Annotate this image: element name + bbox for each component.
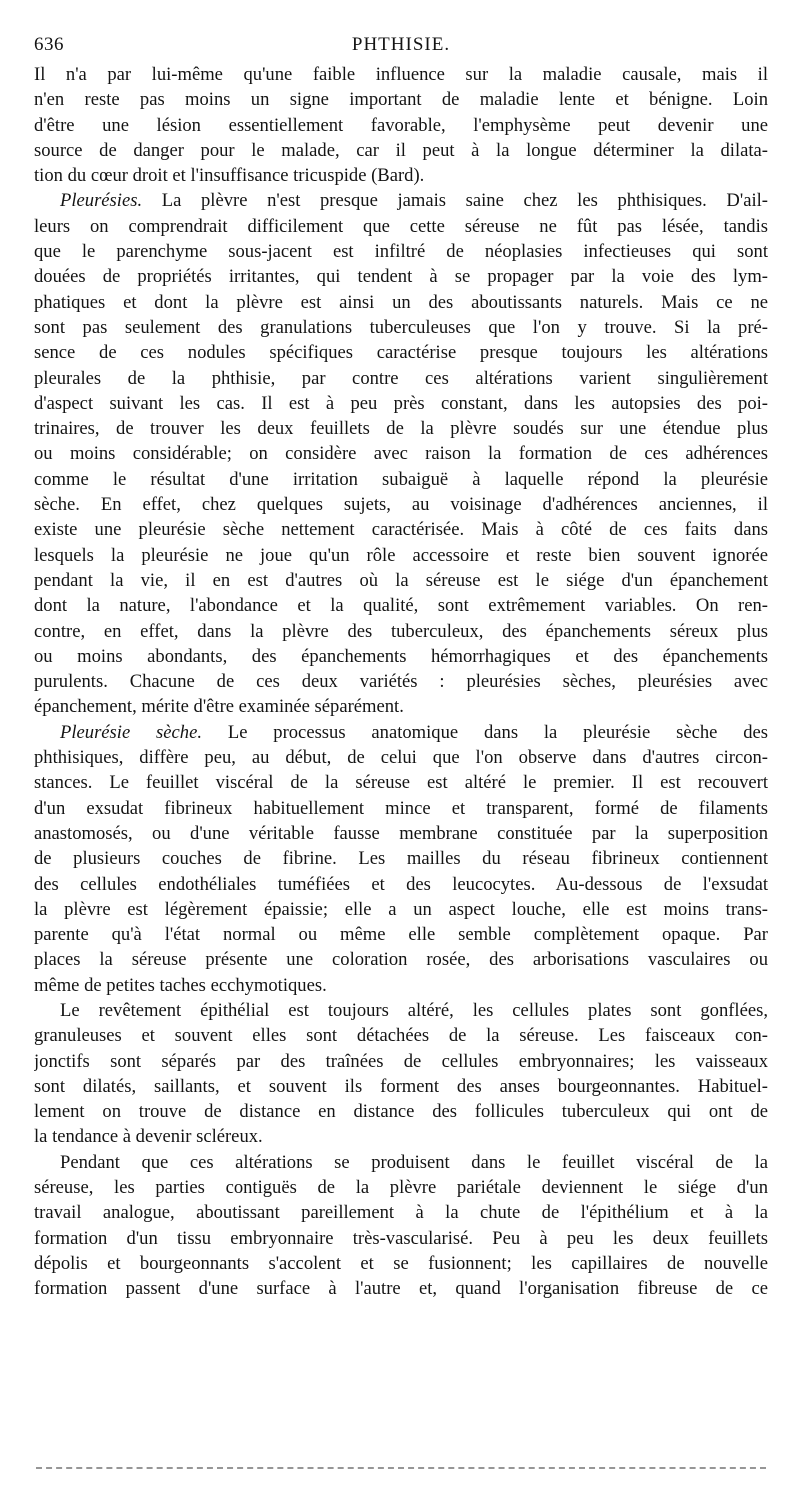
text-line [34, 492, 768, 517]
line-text: anastomosés, ou d'une véritable fausse membrane constituée par la superposition [34, 822, 768, 844]
line-text: d'aspect suivant les cas. Il est à peu près constant, dans les autopsies des poi- [34, 392, 768, 414]
line-text: contre, en effet, dans la plèvre des tuberculeux, des épanchements séreux plus [34, 620, 768, 642]
section-heading-line [34, 188, 768, 213]
text-line [34, 543, 768, 568]
section-heading: Pleurésies. [60, 190, 143, 212]
text-line [34, 922, 768, 947]
footer-dotted-rule [36, 1467, 766, 1469]
line-text: sont dilatés, saillants, et souvent ils forment des anses bourgeonnantes. Habituel- [34, 1075, 768, 1097]
text-line [34, 264, 768, 289]
text-line [34, 113, 768, 138]
line-text: pleurales de la phthisie, par contre ces altérations varient singulièrement [34, 367, 768, 389]
line-text: de plusieurs couches de fibrine. Les mailles du réseau fibrineux contiennent [34, 848, 768, 870]
text-line [34, 1074, 768, 1099]
body-text [34, 62, 768, 1302]
text-line [34, 416, 768, 441]
line-text: épanchement, mérite d'être examinée séparément. [34, 696, 404, 718]
line-text: lesquels la pleurésie ne joue qu'un rôle accessoire et reste bien souvent ignorée [34, 544, 768, 566]
text-line [34, 441, 768, 466]
page-header [34, 32, 768, 58]
line-text: sont pas seulement des granulations tuberculeuses que l'on y trouve. Si la pré- [34, 316, 768, 338]
line-text: que le parenchyme sous-jacent est infiltré de néoplasies infectieuses qui sont [34, 241, 768, 263]
line-text: trinaires, de trouver les deux feuillets de la plèvre soudés sur une étendue plus [34, 418, 768, 440]
text-line [34, 1251, 768, 1276]
line-text: parente qu'à l'état normal ou même elle semble complètement opaque. Par [34, 924, 768, 946]
text-line [34, 669, 768, 694]
line-text: source de danger pour le malade, car il peut à la longue déterminer la dilata- [34, 139, 768, 161]
line-text: même de petites taches ecchymotiques. [34, 974, 327, 996]
line-text: Le processus anatomique dans la pleurésie sèche des [202, 721, 768, 743]
line-text: lement on trouve de distance en distance des follicules tuberculeux qui ont de [34, 1101, 768, 1123]
section-heading-line [34, 720, 768, 745]
text-line [34, 593, 768, 618]
line-text: formation d'un tissu embryonnaire très-vascularisé. Peu à peu les deux feuillets [34, 1227, 768, 1249]
text-line [34, 897, 768, 922]
text-line [34, 340, 768, 365]
line-text: Il n'a par lui-même qu'une faible influence sur la maladie causale, mais il [34, 64, 768, 85]
line-text: pendant la vie, il en est d'autres où la séreuse est le siége d'un épanchement [34, 569, 768, 591]
line-text: des cellules endothéliales tuméfiées et des leucocytes. Au-dessous de l'exsudat [34, 873, 768, 895]
line-text: dépolis et bourgeonnants s'accolent et se fusionnent; les capillaires de nouvelle [34, 1252, 768, 1274]
line-text: jonctifs sont séparés par des traînées de cellules embryonnaires; les vaisseaux [34, 1050, 768, 1072]
text-line [34, 517, 768, 542]
text-line [34, 619, 768, 644]
text-line [34, 391, 768, 416]
text-line [34, 62, 768, 87]
line-text: sèche. En effet, chez quelques sujets, au voisinage d'adhérences anciennes, il [34, 494, 768, 516]
line-text: existe une pleurésie sèche nettement caractérisée. Mais à côté de ces faits dans [34, 519, 768, 541]
line-text: Le revêtement épithélial est toujours altéré, les cellules plates sont gonflées, [60, 999, 768, 1021]
line-text: granuleuses et souvent elles sont détachées de la séreuse. Les faisceaux con- [34, 1025, 768, 1047]
text-line [34, 467, 768, 492]
line-text: dont la nature, l'abondance et la qualité, sont extrêmement variables. On ren- [34, 595, 768, 617]
line-text: leurs on comprendrait difficilement que cette séreuse ne fût pas lésée, tandis [34, 215, 768, 237]
text-line [34, 315, 768, 340]
text-line [34, 1099, 768, 1124]
running-title: PHTHISIE. [351, 34, 451, 55]
line-text: phthisiques, diffère peu, au début, de celui que l'on observe dans d'autres circon- [34, 747, 768, 769]
text-line [34, 821, 768, 846]
text-line [34, 1200, 768, 1225]
line-text: travail analogue, aboutissant pareillement à la chute de l'épithélium et à la [34, 1202, 768, 1224]
line-text: d'être une lésion essentiellement favorable, l'emphysème peut devenir une [34, 114, 768, 136]
text-line [34, 1175, 768, 1200]
text-line [34, 366, 768, 391]
line-text: comme le résultat d'une irritation subaiguë à laquelle répond la pleurésie [34, 468, 768, 490]
line-text: la tendance à devenir scléreux. [34, 1126, 263, 1148]
line-text: séreuse, les parties contiguës de la plèvre pariétale deviennent le siége d'un [34, 1177, 768, 1199]
text-line [34, 872, 768, 897]
line-text: douées de propriétés irritantes, qui tendent à se propager par la voie des lym- [34, 266, 768, 288]
text-line [34, 87, 768, 112]
line-text: d'un exsudat fibrineux habituellement mince et transparent, formé de filaments [34, 797, 768, 819]
text-line [34, 163, 768, 188]
text-line [34, 239, 768, 264]
text-line [34, 1023, 768, 1048]
line-text: sence de ces nodules spécifiques caractérise presque toujours les altérations [34, 342, 768, 364]
text-line [34, 644, 768, 669]
section-heading: Pleurésie sèche. [60, 721, 202, 743]
line-text: ou moins considérable; on considère avec raison la formation de ces adhérences [34, 443, 768, 465]
line-text: purulents. Chacune de ces deux variétés : pleurésies sèches, pleurésies avec [34, 671, 768, 693]
text-line [34, 846, 768, 871]
page-number: 636 [34, 34, 64, 55]
text-line [34, 1226, 768, 1251]
line-text: Pendant que ces altérations se produisent dans le feuillet viscéral de la [60, 1151, 768, 1173]
text-line [34, 290, 768, 315]
text-line [34, 770, 768, 795]
text-line [34, 745, 768, 770]
text-line [34, 1124, 768, 1149]
line-text: stances. Le feuillet viscéral de la séreuse est altéré le premier. Il est recouvert [34, 772, 768, 794]
line-text: phatiques et dont la plèvre est ainsi un des aboutissants naturels. Mais ce ne [34, 291, 768, 313]
text-line [34, 214, 768, 239]
line-text: ou moins abondants, des épanchements hémorrhagiques et des épanchements [34, 645, 768, 667]
text-line [34, 973, 768, 998]
text-line [34, 1150, 768, 1175]
line-text: la plèvre est légèrement épaissie; elle a un aspect louche, elle est moins trans- [34, 898, 768, 920]
text-line [34, 1049, 768, 1074]
line-text: n'en reste pas moins un signe important de maladie lente et bénigne. Loin [34, 89, 768, 111]
line-text: places la séreuse présente une coloration rosée, des arborisations vasculaires ou [34, 949, 768, 971]
text-line [34, 998, 768, 1023]
text-line [34, 694, 768, 719]
text-line [34, 796, 768, 821]
text-line [34, 1276, 768, 1301]
line-text: formation passent d'une surface à l'autre et, quand l'organisation fibreuse de ce [34, 1278, 768, 1300]
line-text: tion du cœur droit et l'insuffisance tricuspide (Bard). [34, 165, 425, 187]
text-line [34, 138, 768, 163]
text-line [34, 568, 768, 593]
text-line [34, 947, 768, 972]
line-text: La plèvre n'est presque jamais saine chez les phthisiques. D'ail- [142, 190, 768, 212]
